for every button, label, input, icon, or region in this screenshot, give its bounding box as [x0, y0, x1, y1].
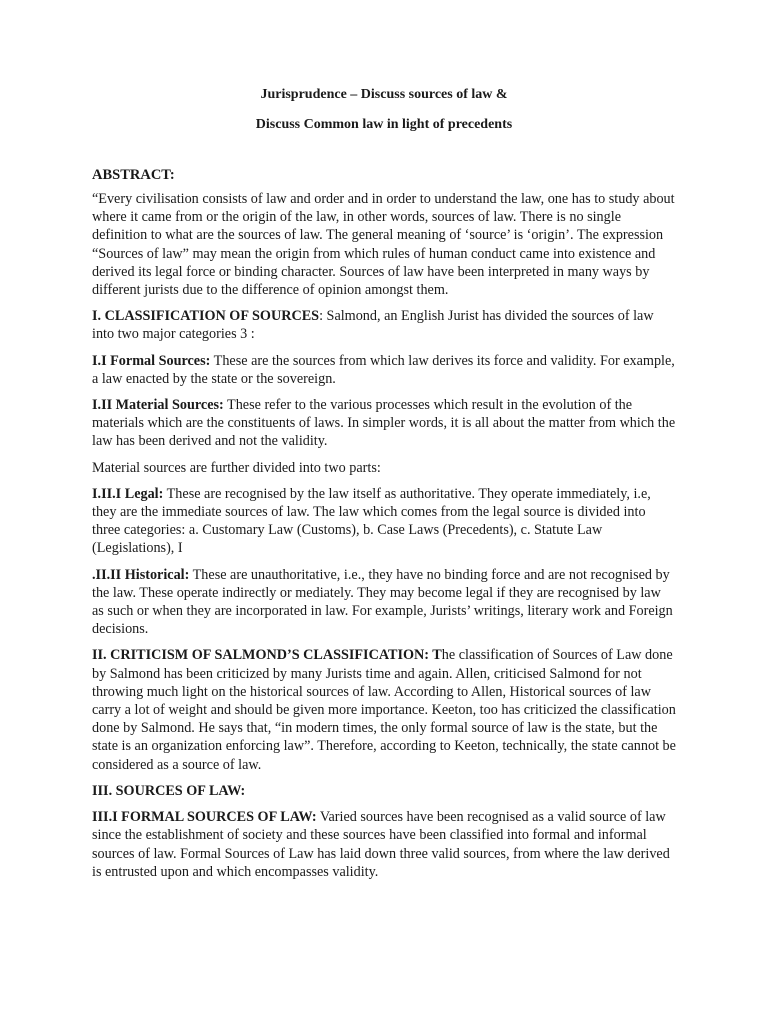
section-classification-heading: I. CLASSIFICATION OF SOURCES: [92, 308, 320, 325]
section-classification-text: : Salmond, an English Jurist has divided the sources of law into two major categories 3 :: [92, 308, 654, 343]
criticism-text: he classification of Sources of Law done by Salmond has been criticized by many Jurists time and again. Allen, criticised Salmond for not throwing much light on the historical sources of law. According to Allen, Historical sources of law carry a lot of weight and should be given more importance. Keeton, too has criticized the classification done by Salmond. He says that, “in modern times, the only formal source of law is the state, but the state is an organization enforcing law”. Therefore, according to Keeton, technically, the state cannot be considered as a source of law.: [92, 647, 676, 773]
formal-sources-of-law-paragraph: [92, 808, 676, 881]
document-title-line-2: Discuss Common law in light of precedents: [255, 117, 513, 132]
sources-of-law-heading: III. SOURCES OF LAW:: [92, 782, 246, 799]
legal-sources-paragraph: [92, 485, 676, 558]
material-sources-heading: I.II Material Sources:: [92, 397, 224, 414]
section-classification-paragraph: [92, 307, 676, 343]
formal-sources-of-law-text: Varied sources have been recognised as a valid source of law since the establishment of society and these sources have been classified into formal and informal sources of law. Formal Sources of Law has laid down three valid sources, from where the law derived is entrusted upon and which encompasses validity.: [92, 809, 670, 880]
historical-sources-text: These are unauthoritative, i.e., they have no binding force and are not recognised by the law. These operate indirectly or mediately. They may become legal if they are recognised by law as such or when they are incorporated in law. For example, Jurists’ writings, literary work and Foreign decisions.: [92, 566, 673, 638]
historical-sources-paragraph: [92, 566, 676, 639]
material-parts-paragraph: Material sources are further divided into two parts:: [92, 459, 381, 476]
criticism-paragraph: [92, 646, 676, 773]
formal-sources-of-law-heading: III.I FORMAL SOURCES OF LAW:: [92, 809, 317, 826]
abstract-paragraph: “Every civilisation consists of law and order and in order to understand the law, one has to study about where it came from or the origin of the law, in other words, sources of law. There is no single definition to what are the sources of law. The general meaning of ‘source’ is ‘origin’. The expression “Sources of law” may mean the origin from which rules of human conduct came into existence and derived its legal force or binding character. Sources of law have been interpreted in many ways by different jurists due to the difference of opinion amongst them.: [92, 191, 675, 299]
formal-sources-paragraph: [92, 352, 676, 388]
material-sources-text: These refer to the various processes which result in the evolution of the materials which are the constituents of laws. In simpler words, it is all about the matter from which the law has been derived and not the validity.: [92, 397, 676, 450]
document-title-line-1: Jurisprudence – Discuss sources of law &: [260, 87, 508, 102]
formal-sources-text: These are the sources from which law derives its force and validity. For example, a law enacted by the state or the sovereign.: [92, 352, 675, 387]
criticism-heading: II. CRITICISM OF SALMOND’S CLASSIFICATION: T: [92, 647, 442, 664]
legal-sources-heading: I.II.I Legal:: [92, 485, 164, 502]
formal-sources-heading: I.I Formal Sources:: [92, 352, 211, 369]
legal-sources-text: These are recognised by the law itself as authoritative. They operate immediately, i.e, they are the immediate sources of law. The law which comes from the legal source is divided into three categories: a. Customary Law (Customs), b. Case Laws (Precedents), c. Statute Law (Legislations), I: [92, 485, 651, 557]
material-sources-paragraph: [92, 396, 676, 451]
abstract-heading: ABSTRACT:: [92, 167, 175, 183]
historical-sources-heading: .II.II Historical:: [92, 566, 190, 583]
